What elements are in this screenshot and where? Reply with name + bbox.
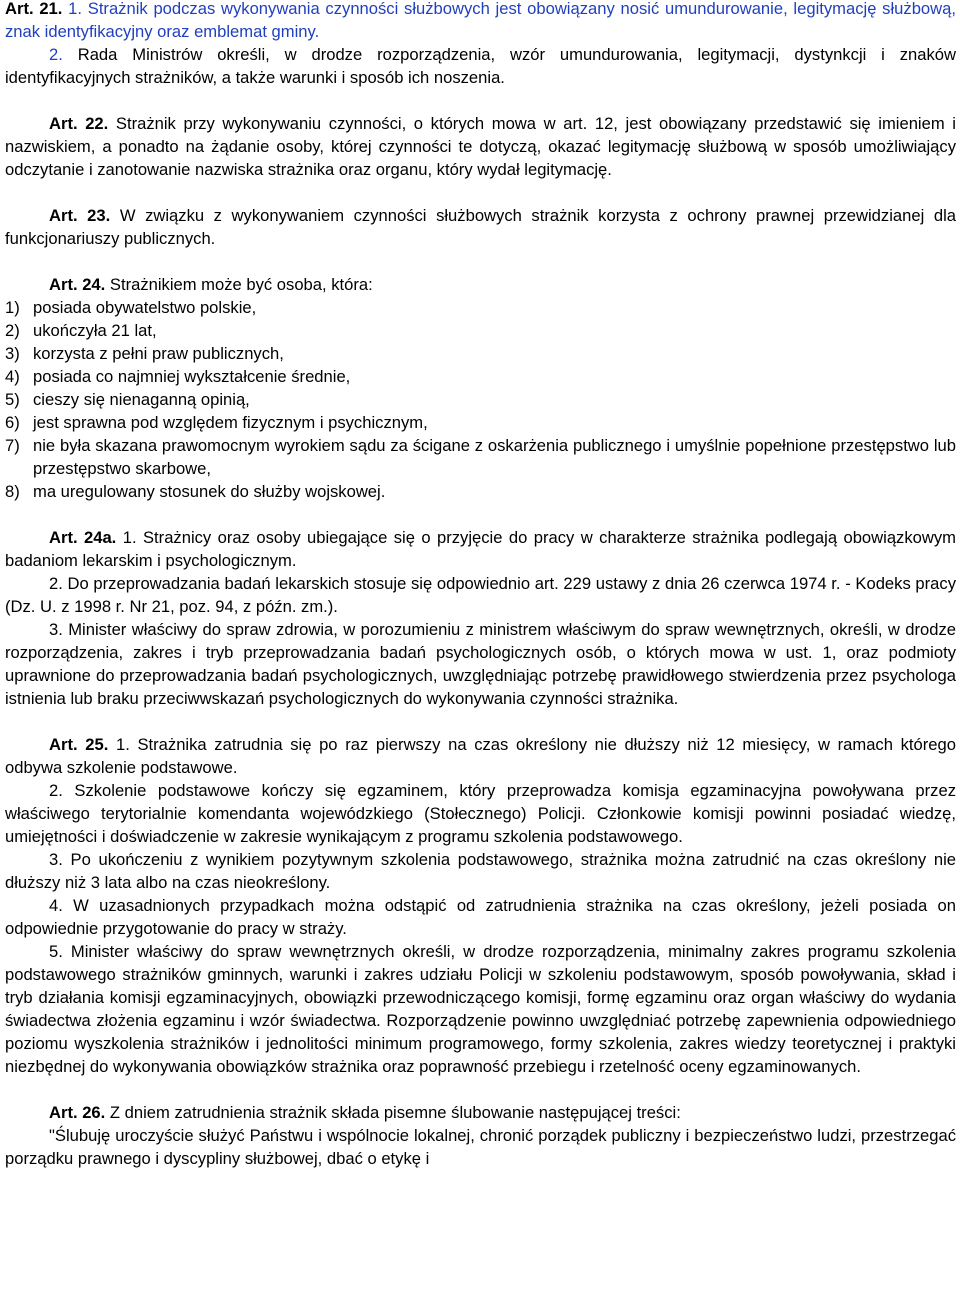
art25-para4-num: 4.	[49, 896, 63, 915]
list-item	[5, 342, 956, 365]
art24a-para2	[5, 572, 956, 618]
art22-para	[5, 112, 956, 181]
art26-label: Art. 26.	[49, 1103, 106, 1122]
list-item-text: korzysta z pełni praw publicznych,	[33, 344, 284, 363]
list-item	[5, 434, 956, 480]
art25-para1-num: 1.	[115, 735, 130, 754]
list-item-text: nie była skazana prawomocnym wyrokiem sądu za ścigane z oskarżenia publicznego i umyślnie popełnione przestępstwo lub przestępstwo skarbowe,	[33, 436, 956, 478]
art21-label: Art. 21.	[5, 0, 63, 18]
article-24a	[5, 526, 956, 710]
article-24	[5, 273, 956, 503]
art25-para5	[5, 940, 956, 1078]
list-item	[5, 480, 956, 503]
art26-intro	[5, 1101, 956, 1124]
art24a-para3-text: Minister właściwy do spraw zdrowia, w porozumieniu z ministrem właściwym do spraw wewnętrznych, określi, w drodze rozporządzenia, zakres i tryb przeprowadzania badań psychologicznych osób, o których mowa w ust. 1, oraz podmioty uprawnione do przeprowadzania badań psychologicznych, uwzględniając potrzebę prawidłowego stwierdzenia przez psychologa istnienia lub braku przeciwwskazań psychologicznych do wykonywania czynności strażnika.	[5, 620, 956, 708]
art25-para2-num: 2.	[49, 781, 63, 800]
list-item-num: 5)	[5, 390, 20, 409]
list-item	[5, 296, 956, 319]
art24a-para2-num: 2.	[49, 574, 63, 593]
list-item-num: 2)	[5, 321, 20, 340]
list-item	[5, 365, 956, 388]
list-item-num: 7)	[5, 436, 20, 455]
list-item-num: 4)	[5, 367, 20, 386]
art25-para5-text: Minister właściwy do spraw wewnętrznych określi, w drodze rozporządzenia, minimalny zakres programu szkolenia podstawowego strażników gminnych, warunki i zakres udziału Policji w szkoleniu podstawowym, sposób powoływania, skład i tryb działania komisji egzaminacyjnych, obowiązki przewodniczącego komisji, formę egzaminu oraz organ właściwy do wydania świadectwa złożenia egzaminu i wzór świadectwa. Rozporządzenie powinno uwzględniać potrzebę zapewnienia odpowiedniego poziomu wyszkolenia strażników i jednolitości minimum programowego, formy szkolenia, zakres wiedzy teoretycznej i praktyki niezbędnej do wykonywania obowiązków strażnika oraz poprawność przebiegu i rzetelność oceny egzaminowanych.	[5, 942, 956, 1076]
art25-label: Art. 25.	[49, 735, 109, 754]
art24a-para1-num: 1.	[122, 528, 137, 547]
list-item-num: 6)	[5, 413, 20, 432]
art21-para1	[5, 0, 956, 43]
article-21	[5, 0, 956, 89]
article-25	[5, 733, 956, 1078]
art23-label: Art. 23.	[49, 206, 111, 225]
art23-para	[5, 204, 956, 250]
list-item-num: 3)	[5, 344, 20, 363]
list-item-text: ukończyła 21 lat,	[33, 321, 157, 340]
art26-intro-text: Z dniem zatrudnienia strażnik składa pisemne ślubowanie następującej treści:	[109, 1103, 681, 1122]
art25-para3	[5, 848, 956, 894]
art22-label: Art. 22.	[49, 114, 109, 133]
list-item	[5, 319, 956, 342]
art24a-para3-num: 3.	[49, 620, 63, 639]
art24-intro	[5, 273, 956, 296]
list-item-num: 8)	[5, 482, 20, 501]
list-item	[5, 388, 956, 411]
art23-text: W związku z wykonywaniem czynności służbowych strażnik korzysta z ochrony prawnej przewidzianej dla funkcjonariuszy publicznych.	[5, 206, 956, 248]
art25-para4	[5, 894, 956, 940]
art21-para1-num: 1.	[68, 0, 82, 18]
article-26	[5, 1101, 956, 1170]
list-item-text: ma uregulowany stosunek do służby wojskowej.	[33, 482, 386, 501]
art22-text: Strażnik przy wykonywaniu czynności, o których mowa w art. 12, jest obowiązany przedstawić się imieniem i nazwiskiem, a ponadto na żądanie osoby, której czynności te dotyczą, okazać legitymację służbową w sposób umożliwiający odczytanie i zanotowanie nazwiska strażnika oraz organu, który wydał legitymację.	[5, 114, 956, 179]
art24-label: Art. 24.	[49, 275, 106, 294]
list-item-text: jest sprawna pod względem fizycznym i psychicznym,	[33, 413, 428, 432]
art24a-para1	[5, 526, 956, 572]
art24a-label: Art. 24a.	[49, 528, 117, 547]
art26-oath-text: "Ślubuję uroczyście służyć Państwu i wspólnocie lokalnej, chronić porządek publiczny i bezpieczeństwo ludzi, przestrzegać porządku prawnego i dyscypliny służbowej, dbać o etykę i	[5, 1126, 956, 1168]
art24-list	[5, 296, 956, 503]
list-item-num: 1)	[5, 298, 20, 317]
art25-para2-text: Szkolenie podstawowe kończy się egzaminem, który przeprowadza komisja egzaminacyjna powoływana przez właściwego terytorialnie komendanta wojewódzkiego (Stołecznego) Policji. Członkowie komisji powinni posiadać wiedzę, umiejętności i doświadczenie w zakresie wynikającym z programu szkolenia podstawowego.	[5, 781, 956, 846]
art24-intro-text: Strażnikiem może być osoba, która:	[109, 275, 373, 294]
list-item-text: posiada obywatelstwo polskie,	[33, 298, 257, 317]
art21-para1-text: Strażnik podczas wykonywania czynności służbowych jest obowiązany nosić umundurowanie, legitymację służbową, znak identyfikacyjny oraz emblemat gminy.	[5, 0, 956, 41]
art24a-para1-text: Strażnicy oraz osoby ubiegające się o przyjęcie do pracy w charakterze strażnika podlegają obowiązkowym badaniom lekarskim i psychologicznym.	[5, 528, 956, 570]
art21-para2-text: Rada Ministrów określi, w drodze rozporządzenia, wzór umundurowania, legitymacji, dystynkcji i znaków identyfikacyjnych strażników, a także warunki i sposób ich noszenia.	[5, 45, 956, 87]
art25-para1	[5, 733, 956, 779]
art25-para3-num: 3.	[49, 850, 63, 869]
article-22	[5, 112, 956, 181]
art25-para2	[5, 779, 956, 848]
art21-para2-num: 2.	[49, 45, 63, 64]
art25-para3-text: Po ukończeniu z wynikiem pozytywnym szkolenia podstawowego, strażnika można zatrudnić na czas określony nie dłuższy niż 3 lata albo na czas nieokreślony.	[5, 850, 956, 892]
list-item	[5, 411, 956, 434]
document-page	[5, 0, 956, 1170]
art24a-para3	[5, 618, 956, 710]
art24a-para2-text: Do przeprowadzania badań lekarskich stosuje się odpowiednio art. 229 ustawy z dnia 26 czerwca 1974 r. - Kodeks pracy (Dz. U. z 1998 r. Nr 21, poz. 94, z późn. zm.).	[5, 574, 956, 616]
art25-para5-num: 5.	[49, 942, 63, 961]
list-item-text: cieszy się nienaganną opinią,	[33, 390, 250, 409]
art25-para4-text: W uzasadnionych przypadkach można odstąpić od zatrudnienia strażnika na czas określony, jeżeli posiada on odpowiednie przygotowanie do pracy w straży.	[5, 896, 956, 938]
art21-para2	[5, 43, 956, 89]
article-23	[5, 204, 956, 250]
art25-para1-text: Strażnika zatrudnia się po raz pierwszy na czas określony nie dłuższy niż 12 miesięcy, w ramach którego odbywa szkolenie podstawowe.	[5, 735, 956, 777]
list-item-text: posiada co najmniej wykształcenie średnie,	[33, 367, 351, 386]
art26-oath	[5, 1124, 956, 1170]
